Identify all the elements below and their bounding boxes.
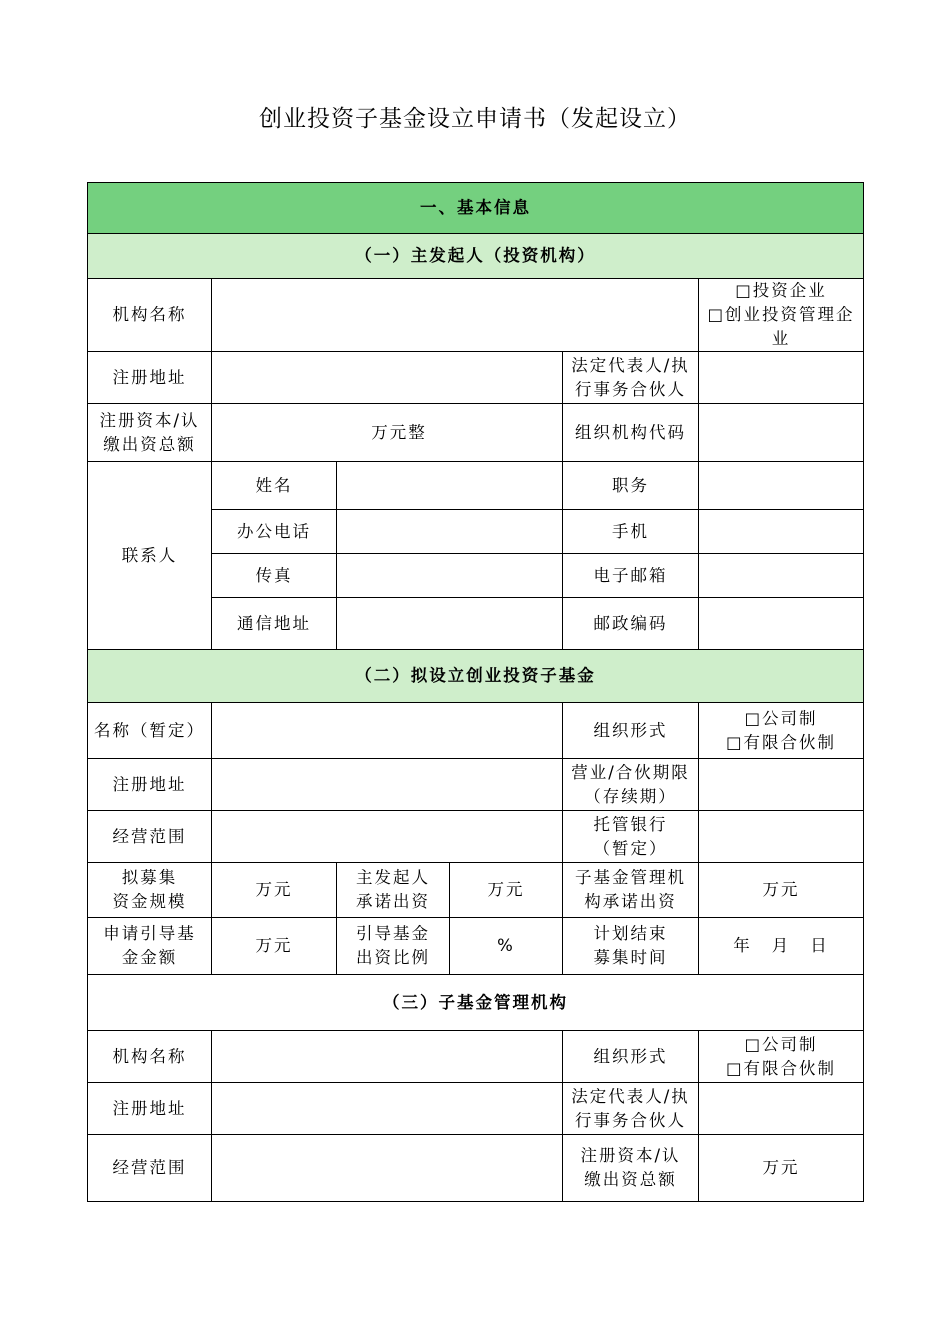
unit-wanyuan: 万元 bbox=[255, 936, 293, 955]
label-line: 申请引导基 bbox=[103, 924, 196, 943]
contact-mail-address-field[interactable] bbox=[337, 598, 563, 650]
manager-business-scope-field[interactable] bbox=[212, 1135, 563, 1202]
close-time-field[interactable] bbox=[699, 918, 864, 975]
label-line: 行事务合伙人 bbox=[575, 379, 686, 399]
subfund-reg-address-label: 注册地址 bbox=[88, 759, 212, 811]
contact-position-label: 职务 bbox=[563, 462, 699, 510]
contact-office-phone-label: 办公电话 bbox=[212, 510, 337, 554]
day-label: 日 bbox=[810, 936, 829, 955]
subfund-term-field[interactable] bbox=[699, 759, 864, 811]
month-label: 月 bbox=[771, 936, 791, 955]
manager-commit-label bbox=[563, 863, 699, 918]
label-line: 法定代表人/执 bbox=[571, 355, 690, 375]
contact-office-phone-field[interactable] bbox=[337, 510, 563, 554]
subfund-business-scope-field[interactable] bbox=[212, 811, 563, 863]
sponsor-legal-rep-field[interactable] bbox=[699, 352, 864, 404]
label-line: 法定代表人/执 bbox=[571, 1086, 690, 1106]
manager-legal-rep-field[interactable] bbox=[699, 1083, 864, 1135]
manager-legal-rep-label bbox=[563, 1083, 699, 1135]
subfund-name-field[interactable] bbox=[212, 703, 563, 759]
label-line: （暂定） bbox=[593, 838, 668, 858]
subfund-business-scope-label: 经营范围 bbox=[88, 811, 212, 863]
subfund-fundraise-scale-field[interactable] bbox=[212, 863, 337, 918]
contact-fax-label: 传真 bbox=[212, 554, 337, 598]
application-form-table bbox=[87, 182, 864, 1202]
option-company[interactable]: □公司制 bbox=[744, 1034, 818, 1054]
label-line: （存续期） bbox=[584, 786, 677, 806]
manager-business-scope-label: 经营范围 bbox=[88, 1135, 212, 1202]
page-title: 创业投资子基金设立申请书（发起设立） bbox=[259, 106, 691, 132]
contact-name-field[interactable] bbox=[337, 462, 563, 510]
option-investment-enterprise[interactable]: □投资企业 bbox=[735, 281, 827, 300]
subfund-org-form-label: 组织形式 bbox=[563, 703, 699, 759]
year-label: 年 bbox=[733, 936, 752, 955]
contact-email-field[interactable] bbox=[699, 554, 864, 598]
label-line: 营业/合伙期限 bbox=[571, 762, 690, 782]
label-line: 托管银行 bbox=[593, 814, 668, 834]
contact-mail-address-label: 通信地址 bbox=[212, 598, 337, 650]
close-time-label bbox=[563, 918, 699, 975]
subfund-fundraise-scale-label bbox=[88, 863, 212, 918]
subfund-custodian-label bbox=[563, 811, 699, 863]
label-line: 承诺出资 bbox=[356, 892, 430, 911]
sponsor-legal-rep-label bbox=[563, 352, 699, 404]
label-line: 注册资本/认 bbox=[99, 410, 200, 430]
contact-postal-code-label: 邮政编码 bbox=[563, 598, 699, 650]
manager-reg-address-field[interactable] bbox=[212, 1083, 563, 1135]
option-limited-partnership[interactable]: □有限合伙制 bbox=[725, 732, 837, 752]
guide-fund-ratio-field[interactable] bbox=[450, 918, 563, 975]
label-line: 拟募集 bbox=[121, 868, 178, 887]
sponsor-org-name-label: 机构名称 bbox=[88, 279, 212, 352]
label-line: 子基金管理机 bbox=[575, 868, 686, 887]
contact-mobile-field[interactable] bbox=[699, 510, 864, 554]
manager-reg-capital-label bbox=[563, 1135, 699, 1202]
sponsor-reg-capital-field[interactable] bbox=[212, 404, 563, 462]
label-line: 注册资本/认 bbox=[580, 1146, 681, 1165]
manager-org-name-field[interactable] bbox=[212, 1031, 563, 1083]
label-line: 引导基金 bbox=[356, 924, 430, 943]
label-line: 行事务合伙人 bbox=[575, 1110, 686, 1130]
guide-fund-amount-label bbox=[88, 918, 212, 975]
label-line: 缴出资总额 bbox=[103, 434, 196, 454]
sponsor-commit-field[interactable] bbox=[450, 863, 563, 918]
contact-position-field[interactable] bbox=[699, 462, 864, 510]
section-sponsor-header: （一）主发起人（投资机构） bbox=[88, 234, 864, 279]
contact-person-label: 联系人 bbox=[88, 462, 212, 650]
contact-mobile-label: 手机 bbox=[563, 510, 699, 554]
unit-wanyuan: 万元 bbox=[762, 880, 800, 899]
section-basic-info-header: 一、基本信息 bbox=[88, 183, 864, 234]
unit-wanyuan: 万元 bbox=[255, 880, 293, 899]
sponsor-commit-label bbox=[337, 863, 450, 918]
contact-fax-field[interactable] bbox=[337, 554, 563, 598]
label-line: 构承诺出资 bbox=[584, 892, 677, 911]
option-limited-partnership[interactable]: □有限合伙制 bbox=[725, 1058, 837, 1078]
unit-wanyuan: 万元 bbox=[762, 1158, 800, 1177]
section-subfund-header: （二）拟设立创业投资子基金 bbox=[88, 650, 864, 703]
contact-email-label: 电子邮箱 bbox=[563, 554, 699, 598]
sponsor-reg-capital-label bbox=[88, 404, 212, 462]
sponsor-org-code-label: 组织机构代码 bbox=[563, 404, 699, 462]
contact-name-label: 姓名 bbox=[212, 462, 337, 510]
label-line: 主发起人 bbox=[356, 868, 430, 887]
guide-fund-ratio-label bbox=[337, 918, 450, 975]
contact-postal-code-field[interactable] bbox=[699, 598, 864, 650]
label-line: 缴出资总额 bbox=[584, 1170, 677, 1189]
sponsor-org-name-field[interactable] bbox=[212, 279, 699, 352]
subfund-name-label: 名称（暂定） bbox=[88, 703, 212, 759]
subfund-org-form-options[interactable] bbox=[699, 703, 864, 759]
subfund-term-label bbox=[563, 759, 699, 811]
manager-reg-capital-field[interactable] bbox=[699, 1135, 864, 1202]
label-line: 计划结束 bbox=[593, 924, 668, 943]
manager-org-name-label: 机构名称 bbox=[88, 1031, 212, 1083]
option-vc-management-enterprise[interactable]: □创业投资管理企业 bbox=[707, 305, 855, 348]
guide-fund-amount-field[interactable] bbox=[212, 918, 337, 975]
label-line: 金金额 bbox=[121, 948, 178, 967]
manager-reg-address-label: 注册地址 bbox=[88, 1083, 212, 1135]
sponsor-reg-address-field[interactable] bbox=[212, 352, 563, 404]
label-line: 资金规模 bbox=[112, 892, 187, 911]
unit-wanyuan: 万元 bbox=[487, 880, 525, 899]
manager-commit-field[interactable] bbox=[699, 863, 864, 918]
label-line: 出资比例 bbox=[356, 948, 430, 967]
manager-org-form-options[interactable] bbox=[699, 1031, 864, 1083]
manager-org-form-label: 组织形式 bbox=[563, 1031, 699, 1083]
label-line: 募集时间 bbox=[593, 948, 668, 967]
subfund-custodian-field[interactable] bbox=[699, 811, 864, 863]
percent-sign: % bbox=[497, 936, 515, 955]
unit-wanyuan-zheng: 万元整 bbox=[371, 422, 427, 442]
subfund-reg-address-field[interactable] bbox=[212, 759, 563, 811]
sponsor-org-code-field[interactable] bbox=[699, 404, 864, 462]
sponsor-reg-address-label: 注册地址 bbox=[88, 352, 212, 404]
section-manager-header: （三）子基金管理机构 bbox=[88, 975, 864, 1031]
sponsor-org-type-options[interactable] bbox=[699, 279, 864, 352]
option-company[interactable]: □公司制 bbox=[744, 708, 818, 728]
